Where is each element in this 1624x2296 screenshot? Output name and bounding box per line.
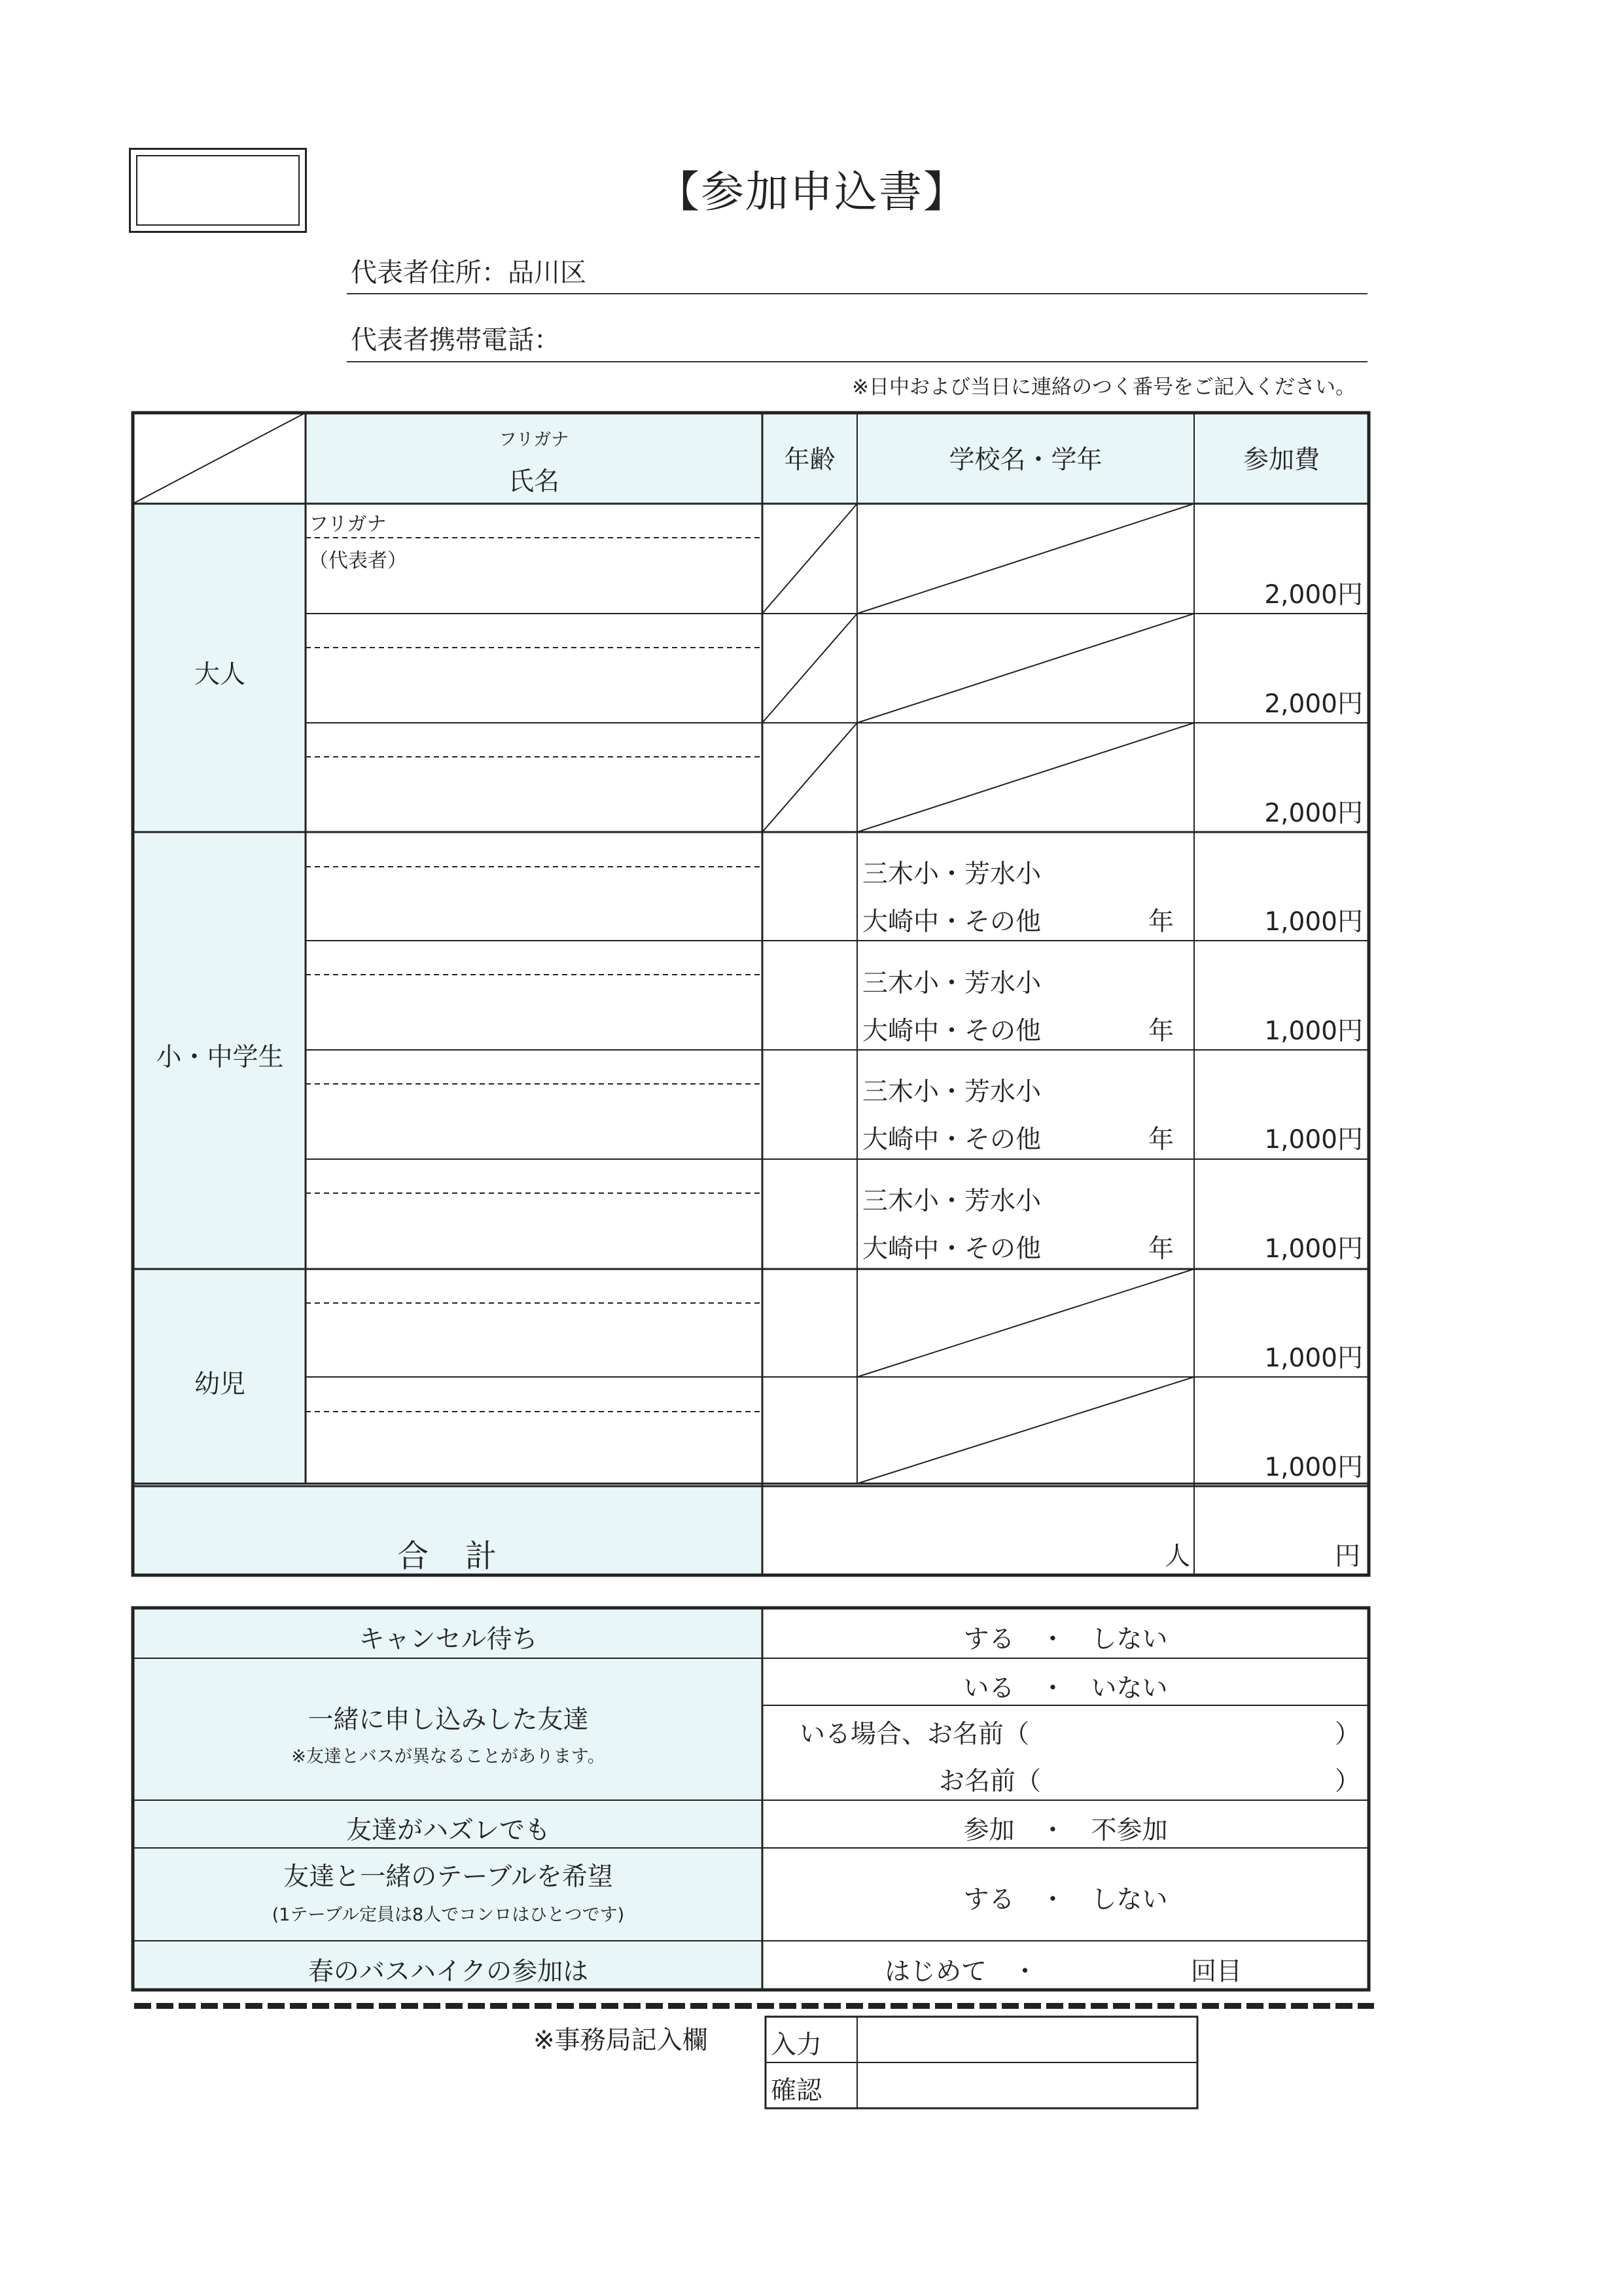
friend-name-2-close: ） [1335,1767,1361,1796]
header-fee: 参加費 [1243,445,1320,475]
school-options-line1: 三木小・芳水小 [862,860,1042,889]
fee-student: 1,000円 [1264,1234,1363,1264]
grade-unit: 年 [1148,907,1174,937]
fee-adult-3: 2,000円 [1264,799,1363,828]
phone-note: ※日中および当日に連絡のつく番号をご記入ください。 [852,375,1356,399]
page-title: 【参加申込書】 [656,167,968,217]
total-label: 合 計 [397,1538,499,1574]
school-options-line1: 三木小・芳水小 [862,1187,1042,1216]
office-input-label: 入力 [771,2030,822,2060]
representative-address-label: 代表者住所：品川区 [351,258,586,288]
fee-student: 1,000円 [1264,907,1363,937]
total-people-unit: 人 [1165,1542,1191,1571]
fee-student: 1,000円 [1264,1125,1363,1155]
friend-note: ※友達とバスが異なることがあります。 [291,1747,605,1767]
same-table-note: (1テーブル定員は8人でコンロはひとつです) [272,1905,625,1925]
friend-label: 一緒に申し込みした友達 [308,1705,589,1735]
same-table-label: 友達と一緒のテーブルを希望 [283,1862,613,1892]
school-options-line1: 三木小・芳水小 [862,1077,1042,1107]
first-row-representative: （代表者） [309,549,407,572]
spring-hike-first[interactable]: はじめて ・ [885,1957,1038,1987]
header-furigana: フリガナ [499,430,569,450]
category-infant: 幼児 [194,1370,245,1399]
same-table-choice[interactable]: する ・ しない [963,1885,1168,1915]
friend-name-1-close: ） [1335,1720,1361,1749]
office-confirm-field[interactable] [858,2064,1196,2107]
fee-student: 1,000円 [1264,1017,1363,1046]
grade-unit: 年 [1148,1125,1174,1155]
school-options-line2: 大崎中・その他 [862,1125,1042,1155]
school-options-line2: 大崎中・その他 [862,1234,1042,1264]
header-age: 年齢 [784,445,836,475]
spring-hike-times[interactable]: 回目 [1191,1957,1243,1987]
office-use-label: ※事務局記入欄 [533,2026,708,2055]
school-options-line1: 三木小・芳水小 [862,969,1042,998]
office-confirm-label: 確認 [771,2076,822,2106]
first-row-furigana: フリガナ [309,513,387,536]
fee-adult-1: 2,000円 [1264,580,1363,610]
category-adult: 大人 [194,660,245,689]
spring-hike-label: 春のバスハイクの参加は [308,1957,589,1987]
friend-lost-label: 友達がハズレでも [345,1816,550,1845]
friend-lost-choice[interactable]: 参加 ・ 不参加 [963,1816,1168,1845]
cancel-wait-label: キャンセル待ち [359,1625,538,1654]
grade-unit: 年 [1148,1234,1174,1264]
cut-line [134,2003,1374,2009]
cancel-wait-choice[interactable]: する ・ しない [963,1625,1168,1654]
category-student: 小・中学生 [156,1043,284,1072]
office-input-field[interactable] [858,2018,1196,2061]
school-options-line2: 大崎中・その他 [862,1017,1042,1046]
header-school: 学校名・学年 [949,445,1103,475]
friend-name-2-label: お名前（ [939,1767,1042,1796]
friend-choice[interactable]: いる ・ いない [963,1674,1168,1703]
total-yen-unit: 円 [1335,1542,1361,1571]
fee-adult-2: 2,000円 [1264,689,1363,719]
fee-infant-2: 1,000円 [1264,1453,1363,1482]
friend-name-1-label: いる場合、お名前（ [800,1720,1030,1749]
fee-infant-1: 1,000円 [1264,1344,1363,1373]
school-options-line2: 大崎中・その他 [862,907,1042,937]
grade-unit: 年 [1148,1017,1174,1046]
header-name: 氏名 [508,467,559,496]
representative-phone-label: 代表者携帯電話： [351,325,560,355]
